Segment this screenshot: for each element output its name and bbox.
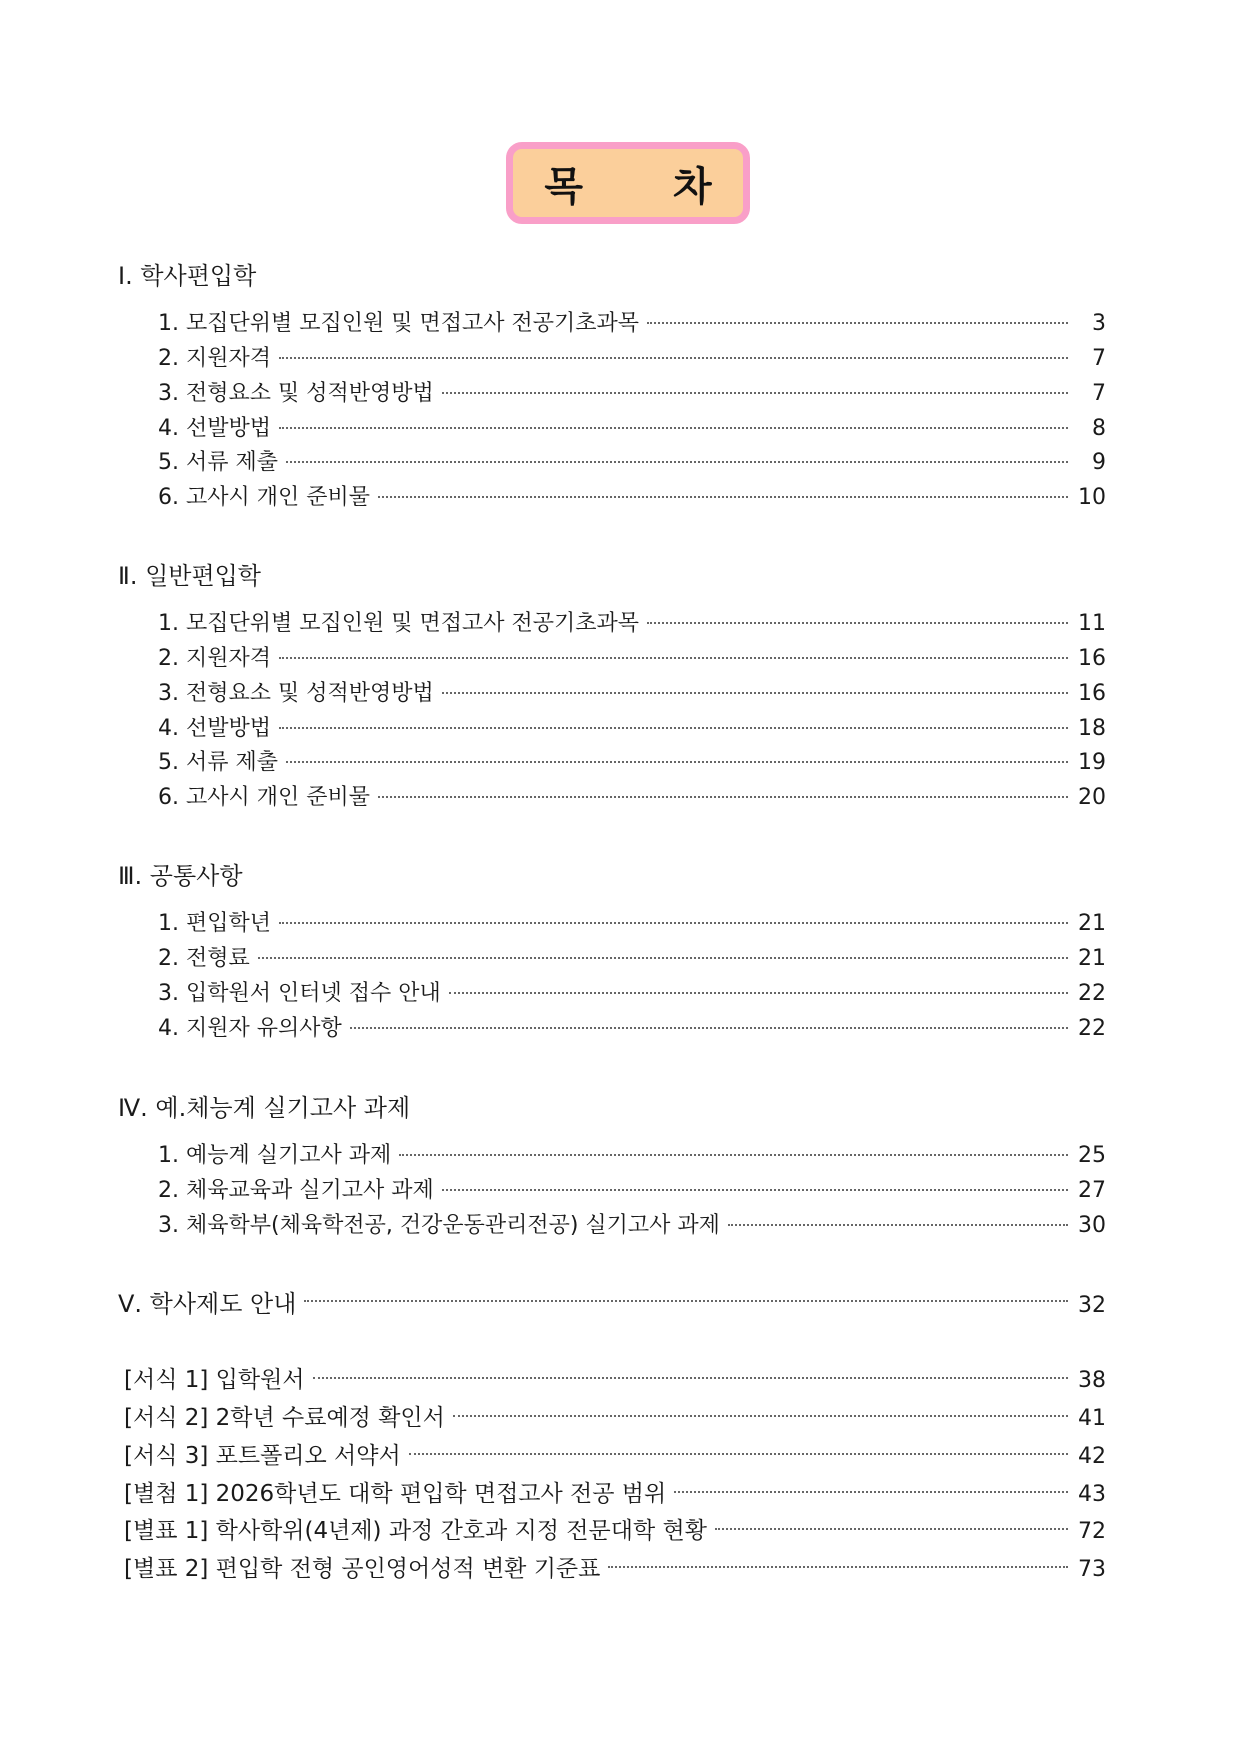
page-number: 10 [1078,485,1106,510]
page-number: 16 [1078,681,1106,706]
page-number: 27 [1078,1178,1106,1203]
dot-leader [409,1453,1068,1455]
dot-leader [715,1528,1068,1530]
toc-entry[interactable]: 4. 선발방법 18 [158,716,1106,741]
page-number: 18 [1078,716,1106,741]
dot-leader [304,1300,1068,1302]
dot-leader [449,992,1068,994]
appendix-entry[interactable]: [서식 3] 포트폴리오 서약서 42 [124,1443,1106,1469]
section-heading-3: Ⅲ. 공통사항 [118,862,243,890]
toc-title-box [506,142,750,224]
page-number: 3 [1092,311,1106,336]
appendix-entry[interactable]: [별표 1] 학사학위(4년제) 과정 간호과 지정 전문대학 현황 72 [124,1518,1106,1544]
toc-entry[interactable]: 1. 편입학년 21 [158,911,1106,936]
toc-entry[interactable]: 4. 지원자 유의사항 22 [158,1016,1106,1041]
dot-leader [453,1415,1068,1417]
page-number: 21 [1078,946,1106,971]
dot-leader [378,496,1068,498]
page-number: 7 [1092,346,1106,371]
page-number: 22 [1078,981,1106,1006]
dot-leader [258,957,1068,959]
dot-leader [442,692,1068,694]
dot-leader [674,1491,1068,1493]
page-number: 41 [1078,1406,1106,1431]
dot-leader [279,727,1068,729]
page-number: 7 [1092,381,1106,406]
page-number: 32 [1078,1293,1106,1318]
toc-entry[interactable]: 1. 예능계 실기고사 과제 25 [158,1143,1106,1168]
dot-leader [279,922,1068,924]
page-number: 43 [1078,1482,1106,1507]
dot-leader [399,1154,1068,1156]
page-number: 9 [1092,450,1106,475]
toc-title: 목 차 [544,163,750,210]
dot-leader [442,392,1068,394]
dot-leader [378,796,1068,798]
dot-leader [279,357,1068,359]
page-number: 8 [1092,416,1106,441]
dot-leader [286,461,1068,463]
page-number: 16 [1078,646,1106,671]
section-heading-1: Ⅰ. 학사편입학 [118,262,257,290]
section-heading-2: Ⅱ. 일반편입학 [118,562,261,590]
section-heading-5[interactable]: Ⅴ. 학사제도 안내 32 [118,1290,1106,1318]
toc-entry[interactable]: 6. 고사시 개인 준비물 20 [158,785,1106,810]
page-number: 73 [1078,1557,1106,1582]
toc-entry[interactable]: 1. 모집단위별 모집인원 및 면접고사 전공기초과목 11 [158,611,1106,636]
toc-entry[interactable]: 6. 고사시 개인 준비물 10 [158,485,1106,510]
toc-entry[interactable]: 3. 체육학부(체육학전공, 건강운동관리전공) 실기고사 과제 30 [158,1213,1106,1238]
dot-leader [313,1377,1068,1379]
page-number: 42 [1078,1444,1106,1469]
page-number: 25 [1078,1143,1106,1168]
appendix-entry[interactable]: [별표 2] 편입학 전형 공인영어성적 변환 기준표 73 [124,1556,1106,1582]
page-number: 30 [1078,1213,1106,1238]
toc-entry[interactable]: 3. 입학원서 인터넷 접수 안내 22 [158,981,1106,1006]
dot-leader [442,1189,1068,1191]
appendix-entry[interactable]: [별첨 1] 2026학년도 대학 편입학 면접고사 전공 범위 43 [124,1481,1106,1507]
toc-entry[interactable]: 1. 모집단위별 모집인원 및 면접고사 전공기초과목 3 [158,311,1106,336]
dot-leader [286,761,1068,763]
section-heading-4: Ⅳ. 예.체능계 실기고사 과제 [118,1094,411,1122]
page-number: 72 [1078,1519,1106,1544]
page-number: 20 [1078,785,1106,810]
dot-leader [647,622,1068,624]
appendix-entry[interactable]: [서식 1] 입학원서 38 [124,1367,1106,1393]
appendix-entry[interactable]: [서식 2] 2학년 수료예정 확인서 41 [124,1405,1106,1431]
toc-entry[interactable]: 2. 체육교육과 실기고사 과제 27 [158,1178,1106,1203]
page-number: 38 [1078,1368,1106,1393]
page-number: 19 [1078,750,1106,775]
toc-entry[interactable]: 2. 지원자격 16 [158,646,1106,671]
page-number: 21 [1078,911,1106,936]
dot-leader [728,1224,1068,1226]
toc-entry[interactable]: 2. 지원자격 7 [158,346,1106,371]
toc-entry[interactable]: 4. 선발방법 8 [158,416,1106,441]
dot-leader [608,1566,1068,1568]
dot-leader [279,427,1068,429]
dot-leader [350,1027,1068,1029]
toc-entry[interactable]: 5. 서류 제출 9 [158,450,1106,475]
toc-entry[interactable]: 2. 전형료 21 [158,946,1106,971]
toc-entry[interactable]: 3. 전형요소 및 성적반영방법 7 [158,381,1106,406]
toc-entry[interactable]: 3. 전형요소 및 성적반영방법 16 [158,681,1106,706]
dot-leader [647,322,1068,324]
toc-entry[interactable]: 5. 서류 제출 19 [158,750,1106,775]
page-number: 11 [1078,611,1106,636]
page-number: 22 [1078,1016,1106,1041]
dot-leader [279,657,1068,659]
